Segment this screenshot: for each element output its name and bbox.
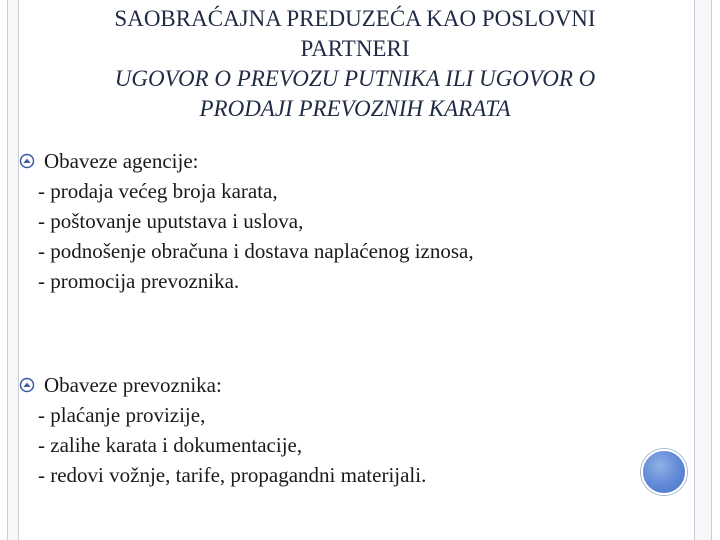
subtitle-line-1: UGOVOR O PREVOZU PUTNIKA ILI UGOVOR O bbox=[114, 66, 596, 91]
list-item: - promocija prevoznika. bbox=[38, 269, 240, 293]
right-border-decoration bbox=[694, 0, 712, 540]
section-heading bbox=[18, 146, 678, 176]
section-items bbox=[38, 176, 678, 296]
slide-title bbox=[40, 4, 670, 124]
title-line-2: PARTNERI bbox=[300, 36, 410, 61]
list-item: - poštovanje uputstava i uslova, bbox=[38, 209, 304, 233]
subtitle-line-2: PRODAJI PREVOZNIH KARATA bbox=[199, 96, 511, 121]
section-items bbox=[38, 400, 678, 490]
section-heading-label: Obaveze prevoznika: bbox=[44, 373, 222, 397]
list-item: - redovi vožnje, tarife, propagandni materijali. bbox=[38, 463, 427, 487]
list-item: - prodaja većeg broja karata, bbox=[38, 179, 278, 203]
list-item: - plaćanje provizije, bbox=[38, 403, 206, 427]
list-item: - zalihe karata i dokumentacije, bbox=[38, 433, 303, 457]
title-line-1: SAOBRAĆAJNA PREDUZEĆA KAO POSLOVNI bbox=[114, 6, 596, 31]
list-item: - podnošenje obračuna i dostava naplaćenog iznosa, bbox=[38, 239, 474, 263]
circle-arrow-bullet-icon bbox=[18, 377, 38, 393]
section-heading bbox=[18, 370, 678, 400]
circle-arrow-bullet-icon bbox=[18, 153, 38, 169]
blue-circle-decoration bbox=[641, 449, 687, 495]
section-heading-label: Obaveze agencije: bbox=[44, 149, 199, 173]
section-carrier-obligations bbox=[18, 370, 678, 490]
section-agency-obligations bbox=[18, 146, 678, 296]
